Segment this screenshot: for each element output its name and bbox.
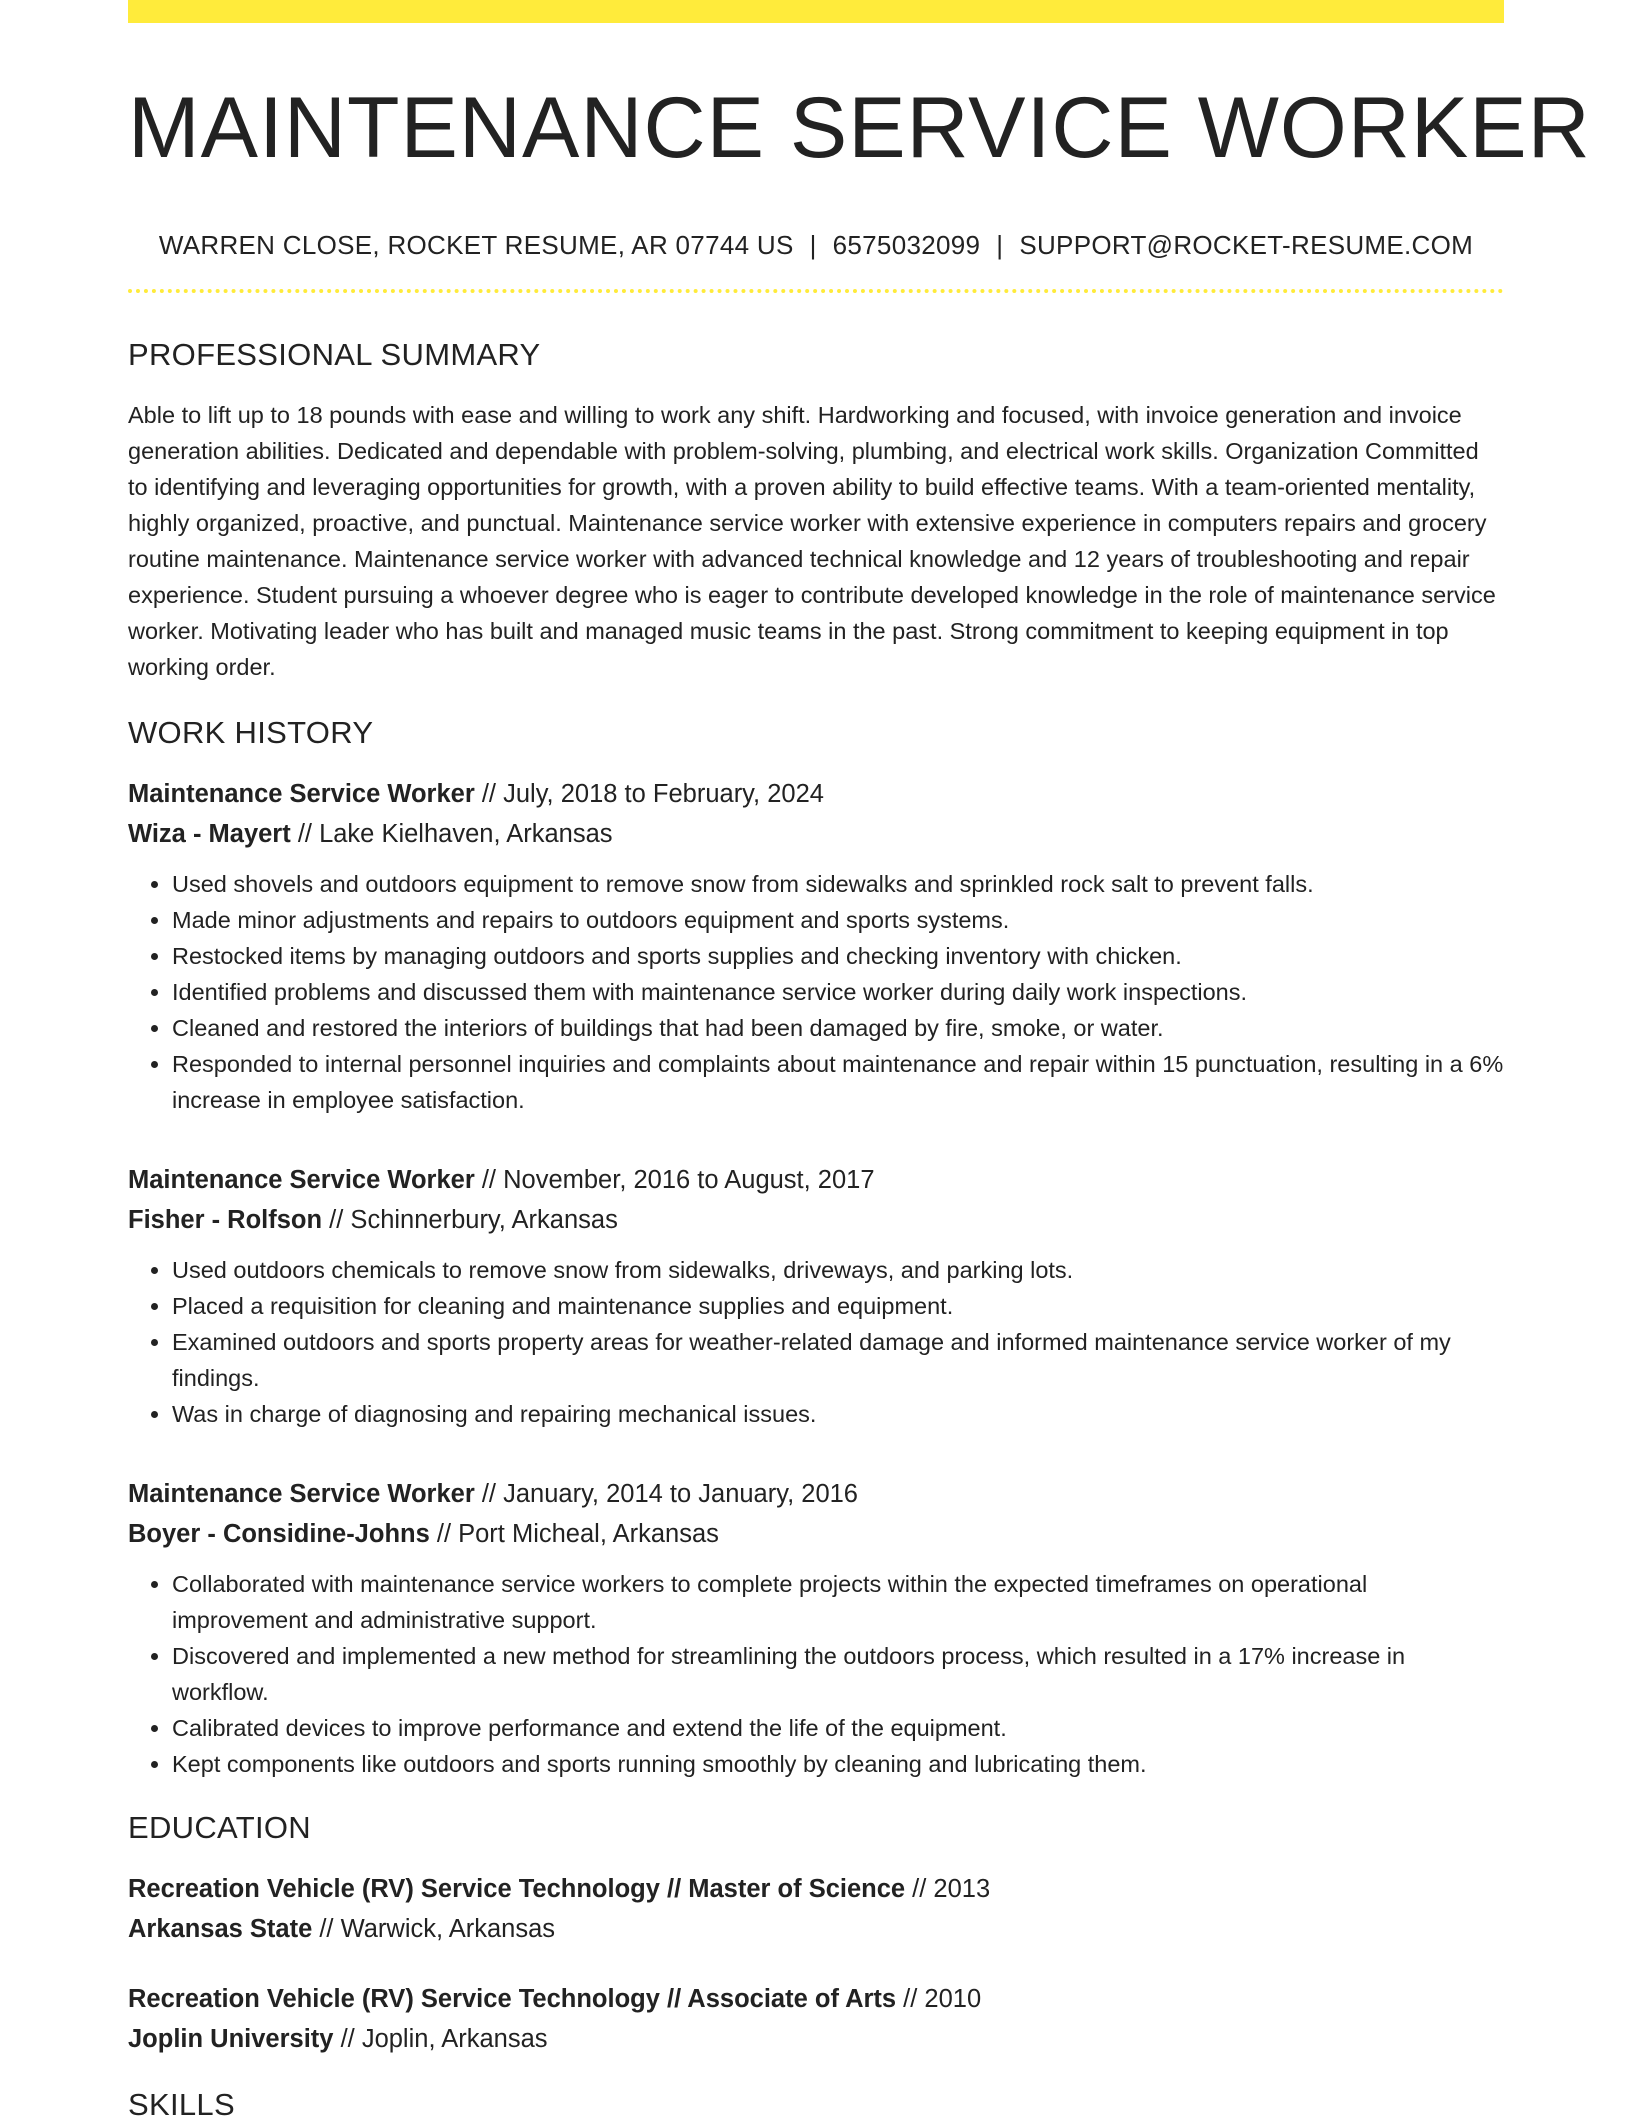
contact-separator: | xyxy=(809,229,817,260)
job-title-line xyxy=(128,1474,1504,1514)
job-location: // Lake Kielhaven, Arkansas xyxy=(290,819,613,848)
job-location: // Schinnerbury, Arkansas xyxy=(322,1205,618,1234)
job-bullet: • Examined outdoors and sports property areas for weather-related damage and informed maintenance service worker of my findings. xyxy=(172,1324,1504,1396)
job-entry xyxy=(128,774,1504,1118)
education-degree: Recreation Vehicle (RV) Service Technology // Associate of Arts xyxy=(128,1984,897,2013)
education-school-line xyxy=(128,2019,1504,2059)
summary-heading: PROFESSIONAL SUMMARY xyxy=(128,336,541,372)
education-school: Joplin University xyxy=(128,2024,334,2053)
contact-address: WARREN CLOSE, ROCKET RESUME, AR 07744 US xyxy=(158,229,794,260)
dotted-divider xyxy=(128,289,1504,293)
job-bullet: • Cleaned and restored the interiors of buildings that had been damaged by fire, smoke, or water. xyxy=(172,1010,1504,1046)
education-year: // 2010 xyxy=(896,1984,982,2013)
education-location: // Joplin, Arkansas xyxy=(333,2024,548,2053)
job-company: Wiza - Mayert xyxy=(128,819,291,848)
job-bullets xyxy=(128,1252,1504,1432)
education-degree: Recreation Vehicle (RV) Service Technology // Master of Science xyxy=(128,1874,906,1903)
job-title-line xyxy=(128,1160,1504,1200)
contact-line xyxy=(128,230,1504,261)
job-bullet: • Responded to internal personnel inquiries and complaints about maintenance and repair within 15 punctuation, resulting in a 6% increase in employee satisfaction. xyxy=(172,1046,1504,1118)
top-accent-bar xyxy=(128,0,1504,23)
education-school: Arkansas State xyxy=(128,1914,313,1943)
contact-email: SUPPORT@ROCKET-RESUME.COM xyxy=(1019,229,1474,260)
summary-text: Able to lift up to 18 pounds with ease and willing to work any shift. Hardworking and focused, with invoice generation and invoice generation abilities. Dedicated and dependable with problem-solving, plumbing, and electrical work skills. Organization Committed to identifying and leveraging opportunities for growth, with a proven ability to build effective teams. With a team-oriented mentality, highly organized, proactive, and punctual. Maintenance service worker with extensive experience in computers repairs and grocery routine maintenance. Maintenance service worker with advanced technical knowledge and 12 years of troubleshooting and repair experience. Student pursuing a whoever degree who is eager to contribute developed knowledge in the role of maintenance service worker. Motivating leader who has built and managed music teams in the past. Strong commitment to keeping equipment in top working order. xyxy=(128,401,1496,680)
job-bullet: • Restocked items by managing outdoors and sports supplies and checking inventory with chicken. xyxy=(172,938,1504,974)
education-entry xyxy=(128,1979,1504,2059)
job-bullet: • Placed a requisition for cleaning and maintenance supplies and equipment. xyxy=(172,1288,1504,1324)
job-bullet: • Discovered and implemented a new method for streamlining the outdoors process, which resulted in a 17% increase in workflow. xyxy=(172,1638,1504,1710)
work-history-heading: WORK HISTORY xyxy=(128,714,374,750)
job-bullet: • Identified problems and discussed them with maintenance service worker during daily work inspections. xyxy=(172,974,1504,1010)
job-dates: // January, 2014 to January, 2016 xyxy=(474,1479,858,1508)
job-title: Maintenance Service Worker xyxy=(128,1479,475,1508)
job-bullet: • Used outdoors chemicals to remove snow from sidewalks, driveways, and parking lots. xyxy=(172,1252,1504,1288)
skills-heading: SKILLS xyxy=(128,2086,235,2122)
job-entry xyxy=(128,1474,1504,1782)
job-bullets xyxy=(128,1566,1504,1782)
education-degree-line xyxy=(128,1869,1504,1909)
job-bullet: • Kept components like outdoors and sports running smoothly by cleaning and lubricating them. xyxy=(172,1746,1504,1782)
contact-separator: | xyxy=(996,229,1004,260)
job-title: Maintenance Service Worker xyxy=(128,1165,475,1194)
education-year: // 2013 xyxy=(905,1874,991,1903)
job-company-line xyxy=(128,814,1504,854)
job-bullet: • Calibrated devices to improve performance and extend the life of the equipment. xyxy=(172,1710,1504,1746)
job-company: Fisher - Rolfson xyxy=(128,1205,323,1234)
job-company-line xyxy=(128,1514,1504,1554)
resume-page xyxy=(128,0,1591,2123)
job-company-line xyxy=(128,1200,1504,1240)
job-bullets xyxy=(128,866,1504,1118)
job-entry xyxy=(128,1160,1504,1432)
education-entry xyxy=(128,1869,1504,1949)
job-dates: // November, 2016 to August, 2017 xyxy=(474,1165,875,1194)
education-school-line xyxy=(128,1909,1504,1949)
job-location: // Port Micheal, Arkansas xyxy=(429,1519,719,1548)
job-bullet: • Used shovels and outdoors equipment to remove snow from sidewalks and sprinkled rock salt to prevent falls. xyxy=(172,866,1504,902)
contact-phone: 6575032099 xyxy=(832,229,981,260)
resume-title: MAINTENANCE SERVICE WORKER xyxy=(128,80,1591,176)
job-bullet: • Made minor adjustments and repairs to outdoors equipment and sports systems. xyxy=(172,902,1504,938)
job-bullet: • Was in charge of diagnosing and repairing mechanical issues. xyxy=(172,1396,1504,1432)
job-title: Maintenance Service Worker xyxy=(128,779,475,808)
job-bullet: • Collaborated with maintenance service workers to complete projects within the expected timeframes on operational improvement and administrative support. xyxy=(172,1566,1504,1638)
education-degree-line xyxy=(128,1979,1504,2019)
job-dates: // July, 2018 to February, 2024 xyxy=(474,779,824,808)
education-location: // Warwick, Arkansas xyxy=(312,1914,556,1943)
education-heading: EDUCATION xyxy=(128,1809,311,1845)
job-title-line xyxy=(128,774,1504,814)
job-company: Boyer - Considine-Johns xyxy=(128,1519,430,1548)
